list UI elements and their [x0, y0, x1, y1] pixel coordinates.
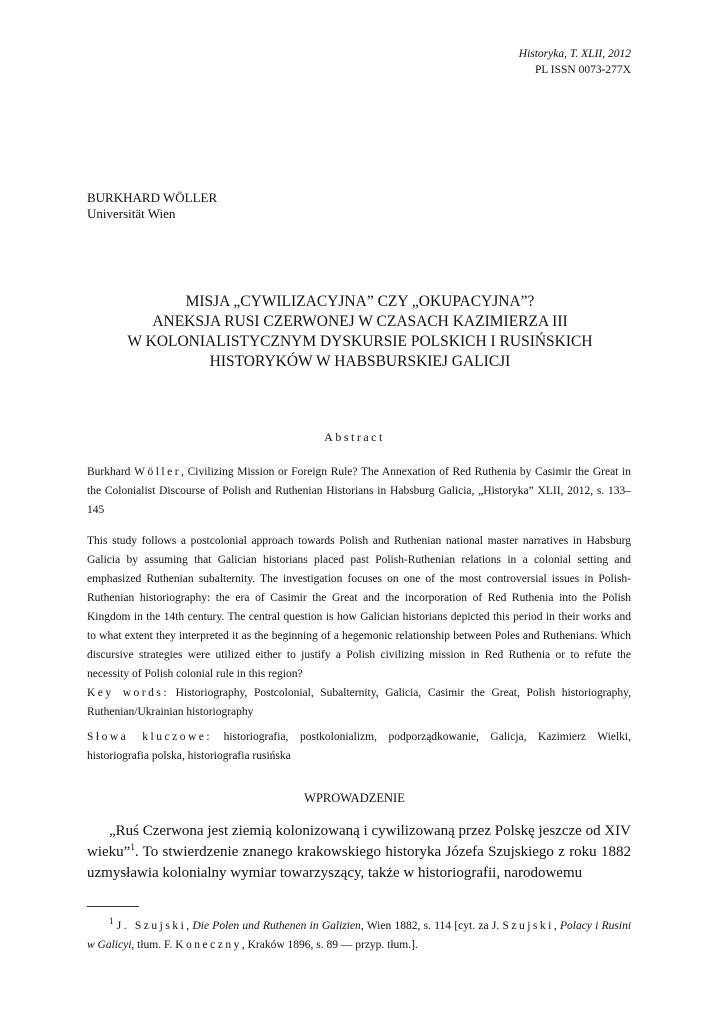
title-line: ANEKSJA RUSI CZERWONEJ W CZASACH KAZIMIERZA III — [152, 313, 568, 330]
title-line: MISJA „CYWILIZACYJNA” CZY „OKUPACYJNA”? — [185, 293, 535, 310]
footnote-divider — [87, 906, 139, 907]
section-heading: WPROWADZENIE — [304, 791, 405, 805]
journal-header — [519, 46, 631, 78]
footnote-text: , Kraków 1896, s. 89 — przyp. tłum.]. — [241, 939, 418, 951]
keywords — [87, 684, 631, 722]
footnote — [87, 917, 631, 955]
footnote-sep: , — [553, 920, 560, 932]
footnote-author: Szujski — [502, 920, 554, 932]
footnote-number: 1 — [109, 916, 114, 927]
footnote-ref[interactable]: 1 — [130, 842, 135, 852]
body-text-before-note: „Ruś Czerwona jest ziemią kolonizowaną i cywilizowaną przez Polskę jeszcze od XIV wieku” — [87, 823, 631, 860]
footnote-title: Polacy i Rusini w Galicyi — [87, 920, 632, 951]
body-text-after-note: . To stwierdzenie znanego krakowskiego historyka Józefa Szujskiego z roku 1882 uzmysławia kolonialny wymiar towarzyszący, także w historiografii, narodowemu — [87, 844, 631, 881]
body-paragraph — [87, 821, 631, 884]
keywords-text: Historiography, Postcolonial, Subalternity, Galicia, Casimir the Great, Polish historiography, Ruthenian/Ukrainian historiography — [87, 687, 631, 718]
title-line: HISTORYKÓW W HABSBURSKIEJ GALICJI — [209, 353, 511, 370]
citation-rest: , Civilizing Mission or Foreign Rule? The Annexation of Red Ruthenia by Casimir the Great in the Colonialist Discourse of Polish and Ruthenian Historians in Habsburg Galicia, „Historyka” XLII, 2012, s. 133–145 — [87, 466, 631, 516]
article-title — [60, 292, 660, 372]
author-block — [87, 190, 217, 222]
footnote-text: , Wien 1882, s. 114 [cyt. za J. — [360, 920, 503, 932]
abstract-text: This study follows a postcolonial approach towards Polish and Ruthenian national master narratives in Habsburg Galicia by assuming that Galician historians placed past Polish-Ruthenian relations in a colonial setting and emphasized Ruthenian subalternity. The investigation focuses on one of the most controversial issues in Polish-Ruthenian historiography: the era of Casimir the Great and the incorporation of Red Ruthenia into the Polish Kingdom in the 14th century. The central question is how Galician historians depicted this period in their works and to what extent they interpreted it as the beginning of a hegemonic relationship between Poles and Ruthenians. Which discursive strategies were utilized either to justify a Polish civilizing mission in Red Ruthenia or to refute the necessity of Polish colonial rule in this region? — [87, 535, 631, 680]
author-affiliation: Universität Wien — [87, 206, 176, 221]
footnote-title: Die Polen und Ruthenen in Galizien — [192, 920, 361, 932]
slowa-text: historiografia, postkolonializm, podporządkowanie, Galicja, Kazimierz Wielki, historiografia polska, historiografia rusińska — [87, 731, 631, 762]
footnote-text: , tłum. F. — [131, 939, 176, 951]
abstract-citation — [87, 463, 631, 520]
author-name: BURKHARD WÖLLER — [87, 190, 218, 205]
citation-author-first: Burkhard — [87, 466, 131, 478]
citation-author-last: Wöller — [134, 466, 182, 478]
issn: PL ISSN 0073-277X — [534, 64, 631, 76]
slowa-label: Słowa kluczowe: — [87, 731, 213, 743]
abstract-heading: Abstract — [324, 430, 385, 444]
journal-title: Historyka, T. XLII, 2012 — [518, 48, 631, 60]
footnote-sep: , — [186, 920, 193, 932]
footnote-translator: Koneczny — [175, 939, 242, 951]
footnote-author: J. Szujski — [116, 920, 187, 932]
title-line: W KOLONIALISTYCZNYM DYSKURSIE POLSKICH I RUSIŃSKICH — [127, 333, 593, 350]
slowa-kluczowe — [87, 728, 631, 766]
keywords-label: Key words: — [87, 687, 170, 699]
